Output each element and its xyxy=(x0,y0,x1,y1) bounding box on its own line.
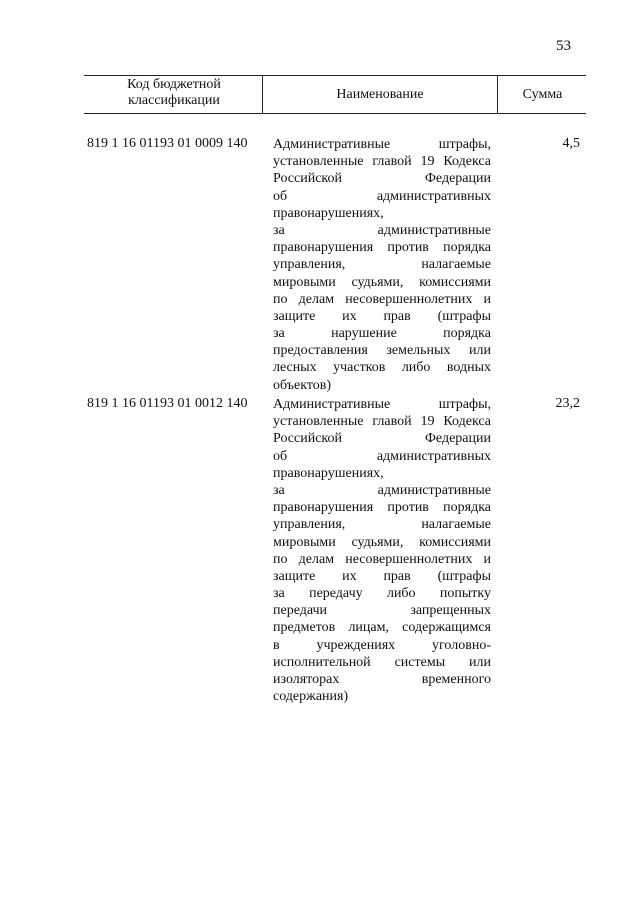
name-line: мировыми судьями, комиссиями xyxy=(273,534,491,550)
name-line: защите их прав (штрафы xyxy=(273,308,491,324)
header-top-rule xyxy=(84,75,586,76)
name-line: управления, налагаемые xyxy=(273,517,491,533)
header-amount: Сумма xyxy=(522,87,563,102)
name-line: Административные штрафы, xyxy=(273,137,491,152)
name-line: Российской Федерации xyxy=(273,431,491,447)
name-line: за административные xyxy=(273,482,491,498)
name-line: об административных xyxy=(273,448,491,464)
name-line: исполнительной системы или xyxy=(273,654,491,670)
name-line: лесных участков либо водных xyxy=(273,360,491,376)
header-divider-1 xyxy=(262,76,263,113)
name-line: Административные штрафы, xyxy=(273,397,491,412)
name-line: правонарушениях, xyxy=(273,465,384,481)
name-line: Российской Федерации xyxy=(273,171,491,187)
name-line: правонарушения против порядка xyxy=(273,500,491,516)
header-code-line-1: Код бюджетной xyxy=(127,77,221,92)
name-line: объектов) xyxy=(273,377,332,393)
name-line: правонарушениях, xyxy=(273,205,384,221)
name-line: об административных xyxy=(273,188,491,204)
header-divider-2 xyxy=(497,76,498,113)
name-line: защите их прав (штрафы xyxy=(273,568,491,584)
name-line: предметов лицам, содержащимся xyxy=(273,620,491,636)
name-line: управления, налагаемые xyxy=(273,257,491,273)
name-line: установленные главой 19 Кодекса xyxy=(273,154,491,170)
name-line: за передачу либо попытку xyxy=(273,586,491,602)
name-line: изоляторах временного xyxy=(273,672,491,687)
header-code-line-2: классификации xyxy=(128,93,220,108)
name-line: мировыми судьями, комиссиями xyxy=(273,274,491,290)
name-line: установленные главой 19 Кодекса xyxy=(273,414,491,430)
page-number: 53 xyxy=(556,38,571,54)
name-line: предоставления земельных или xyxy=(273,343,491,359)
name-line: передачи запрещенных xyxy=(273,603,491,619)
name-line: правонарушения против порядка xyxy=(273,240,491,256)
header-bottom-rule xyxy=(84,113,586,114)
row-2-name xyxy=(273,396,491,705)
header-name: Наименование xyxy=(336,87,424,102)
name-line: в учреждениях уголовно- xyxy=(273,637,491,653)
name-line: за нарушение порядка xyxy=(273,326,491,342)
name-line: по делам несовершеннолетних и xyxy=(273,291,491,307)
header-code xyxy=(88,77,260,109)
name-line: содержания) xyxy=(273,689,349,705)
row-2-code: 819 1 16 01193 01 0012 140 xyxy=(87,396,248,411)
name-line: за административные xyxy=(273,222,491,238)
row-1-code: 819 1 16 01193 01 0009 140 xyxy=(87,136,248,151)
row-1-name xyxy=(273,136,491,394)
name-line: по делам несовершеннолетних и xyxy=(273,551,491,567)
row-2-amount: 23,2 xyxy=(555,396,580,411)
row-1-amount: 4,5 xyxy=(562,136,580,151)
